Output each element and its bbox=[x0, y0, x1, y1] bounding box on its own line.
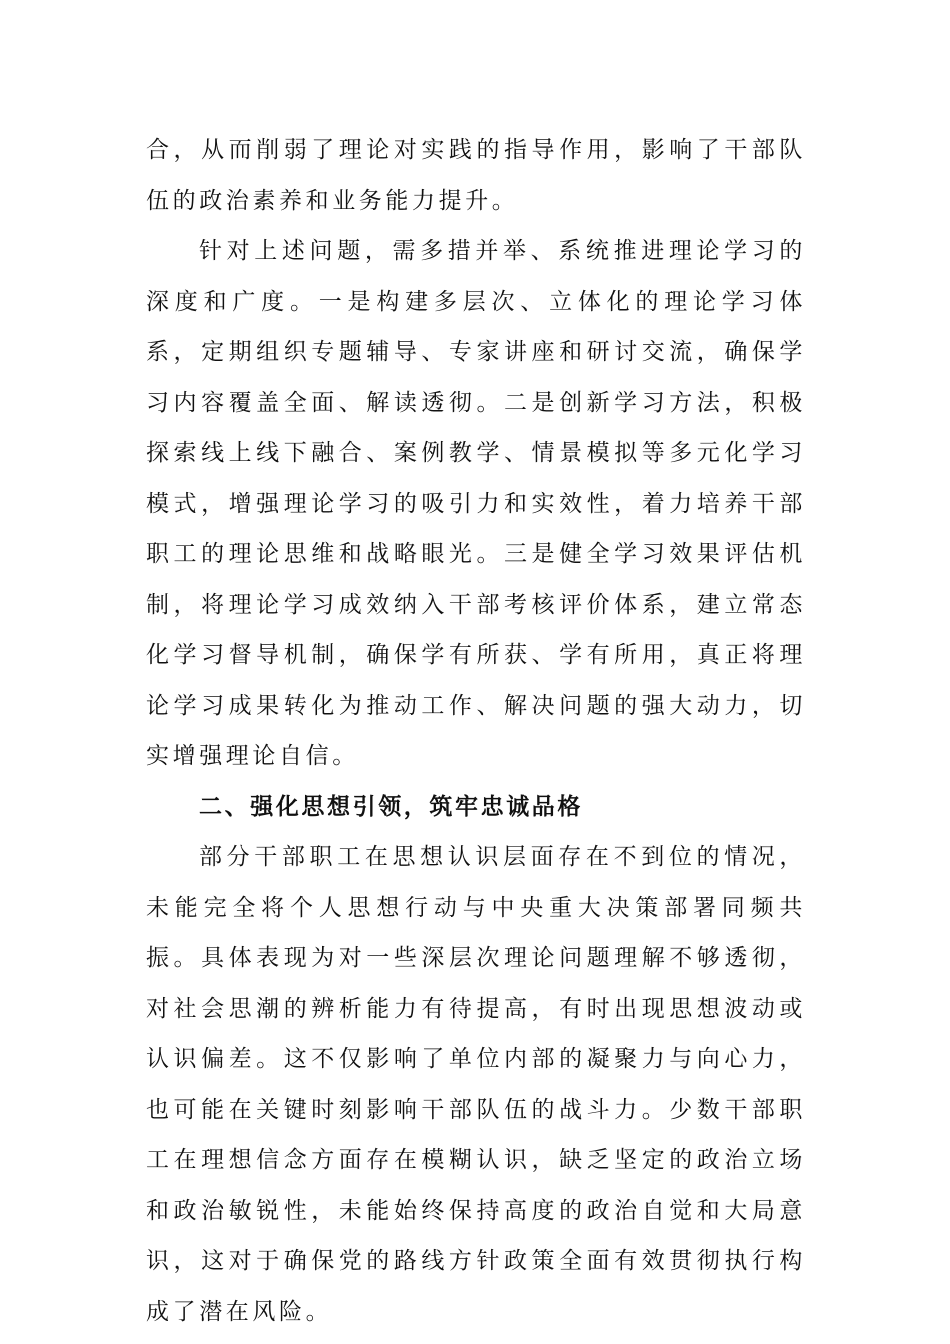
paragraph-continuation: 合，从而削弱了理论对实践的指导作用，影响了干部队伍的政治素养和业务能力提升。 bbox=[146, 137, 806, 214]
paragraph-thought-issues: 部分干部职工在思想认识层面存在不到位的情况，未能完全将个人思想行动与中央重大决策部署同频共振。具体表现为对一些深层次理论问题理解不够透彻，对社会思潮的辨析能力有待提高，有时出现思想波动或认识偏差。这不仅影响了单位内部的凝聚力与向心力，也可能在关键时刻影响干部队伍的战斗力。少数干部职工在理想信念方面存在模糊认识，缺乏坚定的政治立场和政治敏锐性，未能始终保持高度的政治自觉和大局意识，这对于确保党的路线方针政策全面有效贯彻执行构成了潜在风险。 bbox=[146, 844, 806, 1325]
document-page bbox=[146, 125, 806, 1337]
section-heading: 二、强化思想引领，筑牢忠诚品格 bbox=[199, 793, 583, 820]
paragraph-measures: 针对上述问题，需多措并举、系统推进理论学习的深度和广度。一是构建多层次、立体化的理论学习体系，定期组织专题辅导、专家讲座和研讨交流，确保学习内容覆盖全面、解读透彻。二是创新学习方法，积极探索线上线下融合、案例教学、情景模拟等多元化学习模式，增强理论学习的吸引力和实效性，着力培养干部职工的理论思维和战略眼光。三是健全学习效果评估机制，将理论学习成效纳入干部考核评价体系，建立常态化学习督导机制，确保学有所获、学有所用，真正将理论学习成果转化为推动工作、解决问题的强大动力，切实增强理论自信。 bbox=[146, 238, 806, 769]
